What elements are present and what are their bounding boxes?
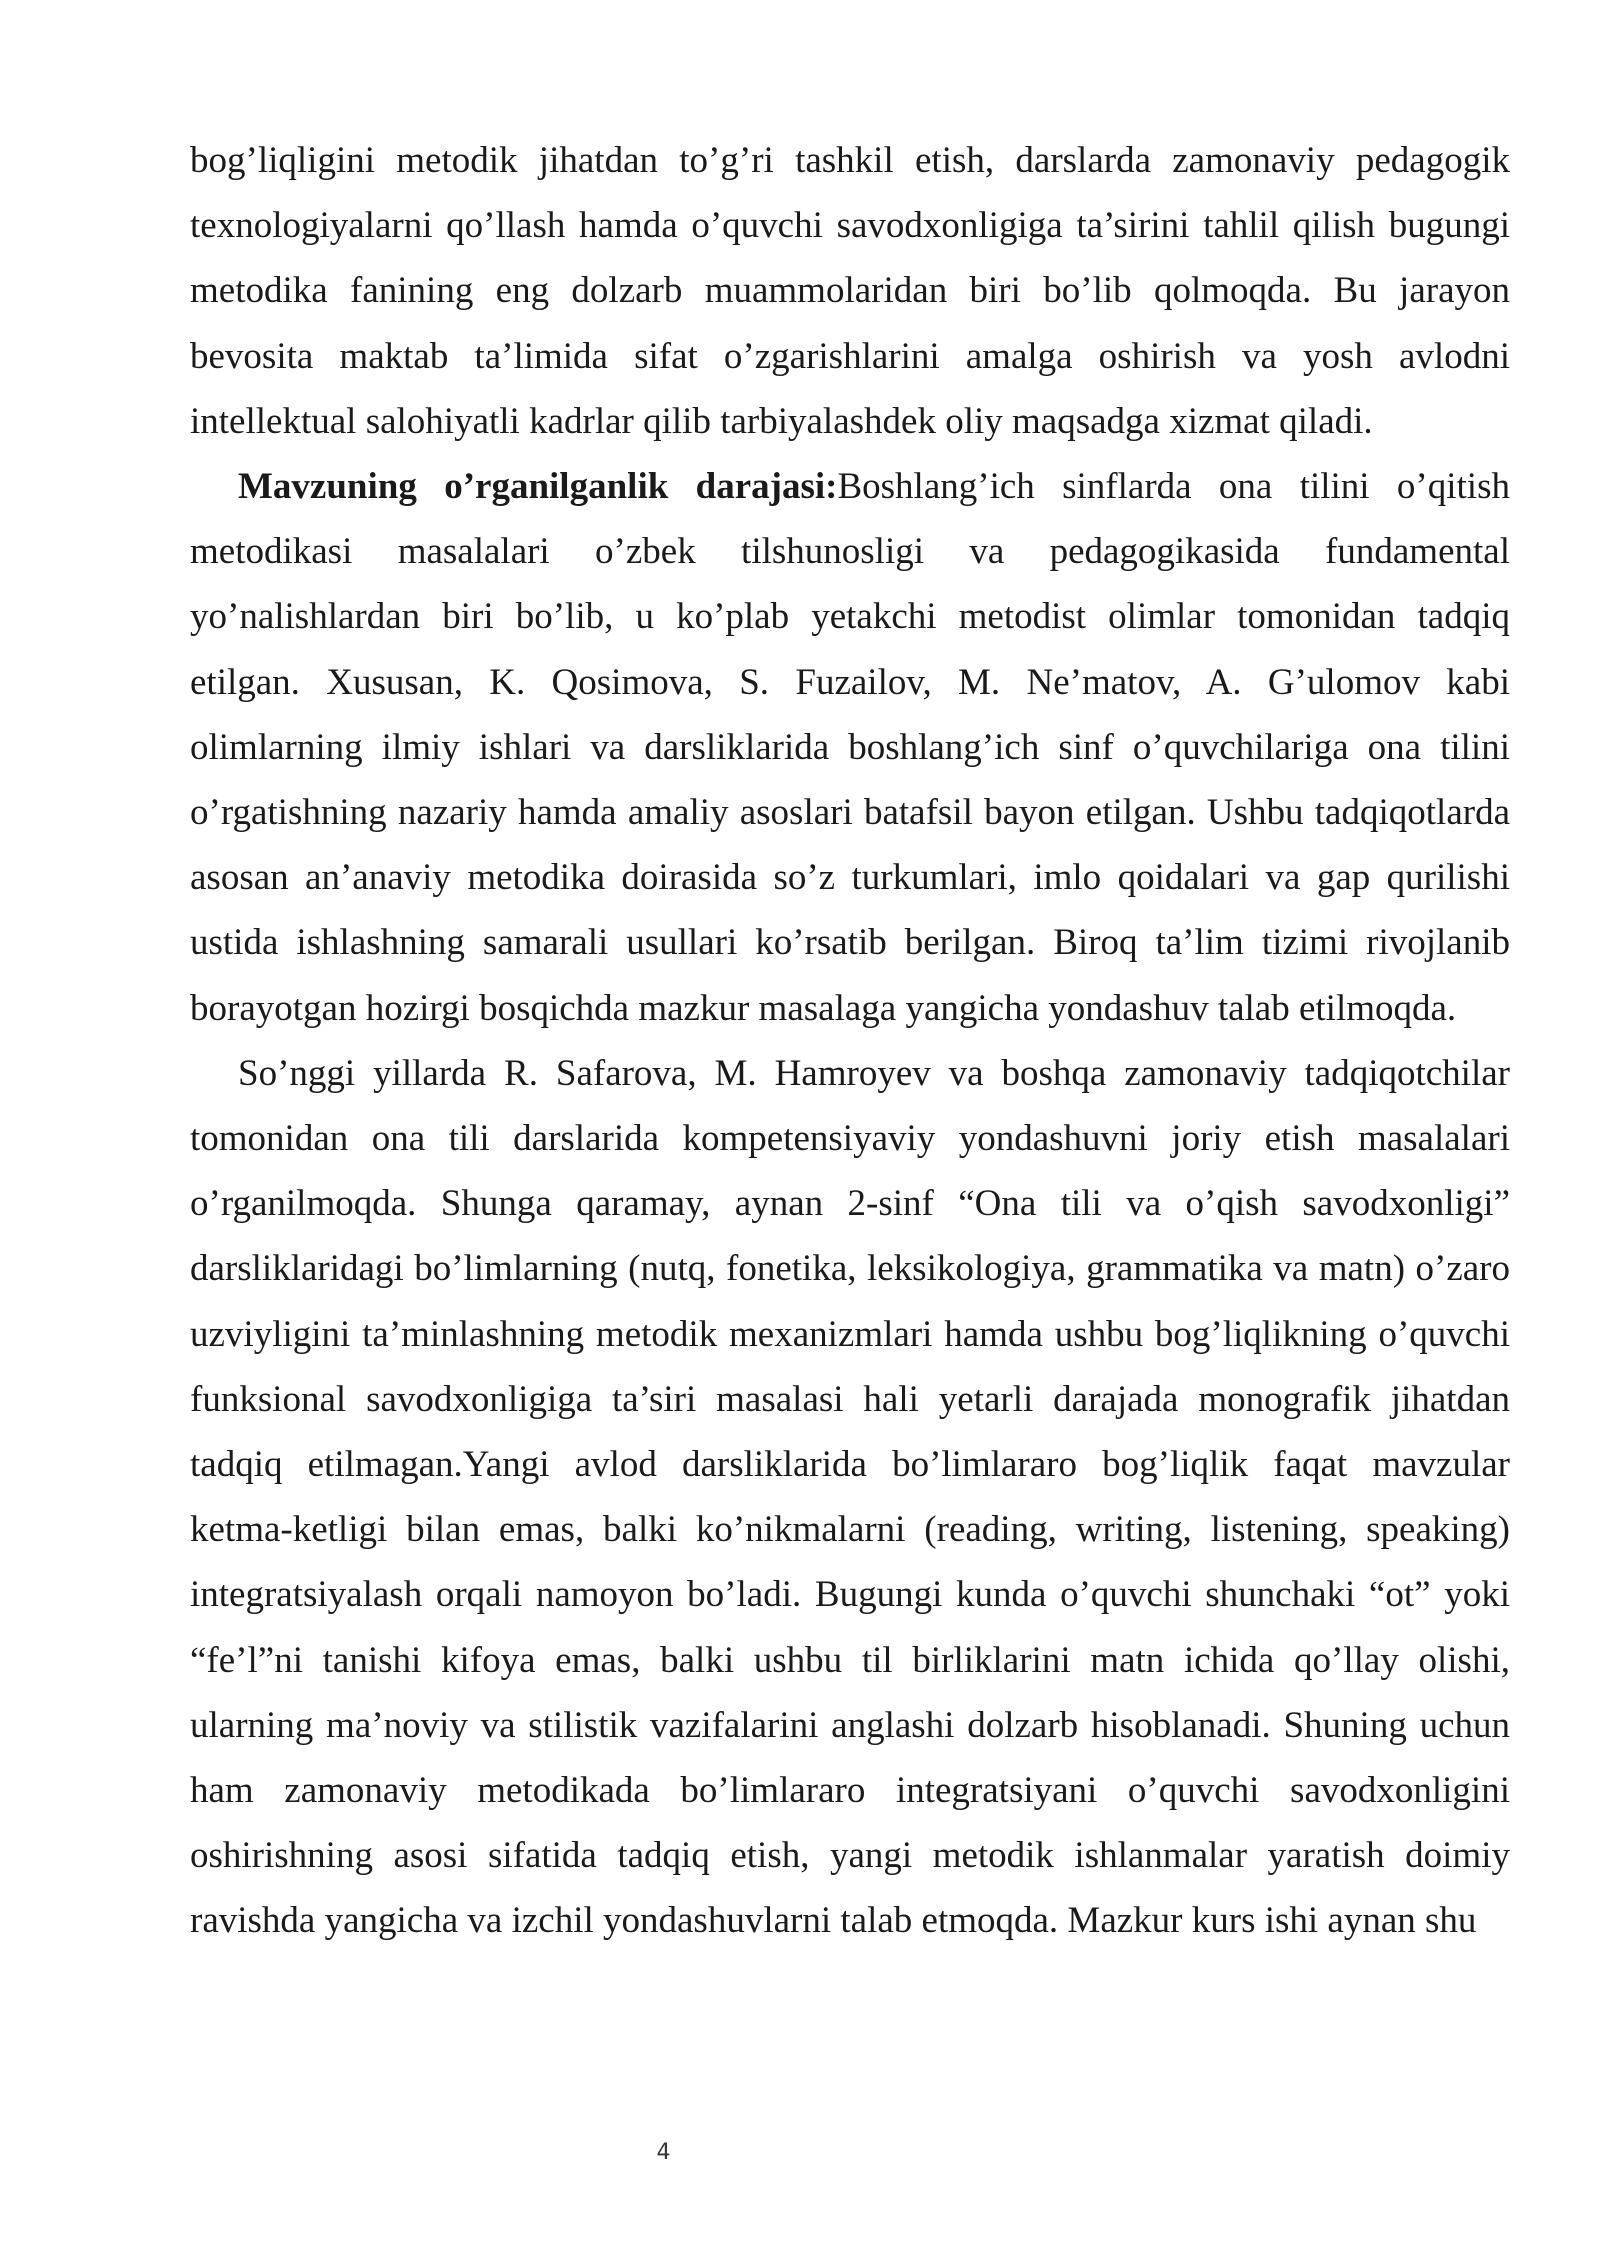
- paragraph-text: bog’liqligini metodik jihatdan to’g’ri tashkil etish, darslarda zamonaviy pedagogik texnologiyalarni qo’llash hamda o’quvchi savodxonligiga ta’sirini tahlil qilish bugungi metodika fanining eng dolzarb muammolaridan biri bo’lib qolmoqda. Bu jarayon bevosita maktab ta’limida sifat o’zgarishlarini amalga oshirish va yosh avlodni intellektual salohiyatli kadrlar qilib tarbiyalashdek oliy maqsadga xizmat qiladi.: [190, 140, 1510, 442]
- paragraph-text: Boshlang’ich sinflarda ona tilini o’qitish metodikasi masalalari o’zbek tilshunosligi va pedagogikasida fundamental yo’nalishlardan biri bo’lib, u ko’plab yetakchi metodist olimlar tomonidan tadqiq etilgan. Xususan, K. Qosimova, S. Fuzailov, M. Ne’matov, A. G’ulomov kabi olimlarning ilmiy ishlari va darsliklarida boshlang’ich sinf o’quvchilariga ona tilini o’rgatishning nazariy hamda amaliy asoslari batafsil bayon etilgan. Ushbu tadqiqotlarda asosan an’anaviy metodika doirasida so’z turkumlari, imlo qoidalari va gap qurilishi ustida ishlashning samarali usullari ko’rsatib berilgan. Biroq ta’lim tizimi rivojlanib borayotgan hozirgi bosqichda mazkur masalaga yangicha yondashuv talab etilmoqda.: [190, 466, 1510, 1029]
- paragraph-lead-heading: Mavzuning o’rganilganlik darajasi:: [238, 466, 838, 508]
- paragraph-recent-research: [190, 1041, 1510, 1954]
- page-number: 4: [656, 2140, 671, 2165]
- paragraph-study-level: [190, 454, 1510, 1041]
- paragraph-text: So’nggi yillarda R. Safarova, M. Hamroyev va boshqa zamonaviy tadqiqotchilar tomonidan ona tili darslarida kompetensiyaviy yondashuvni joriy etish masalalari o’rganilmoqda. Shunga qaramay, aynan 2-sinf “Ona tili va o’qish savodxonligi” darsliklaridagi bo’limlarning (nutq, fonetika, leksikologiya, grammatika va matn) o’zaro uzviyligini ta’minlashning metodik mexanizmlari hamda ushbu bog’liqlikning o’quvchi funksional savodxonligiga ta’siri masalasi hali yetarli darajada monografik jihatdan tadqiq etilmagan.Yangi avlod darsliklarida bo’limlararo bog’liqlik faqat mavzular ketma-ketligi bilan emas, balki ko’nikmalarni (reading, writing, listening, speaking) integratsiyalash orqali namoyon bo’ladi. Bugungi kunda o’quvchi shunchaki “ot” yoki “fe’l”ni tanishi kifoya emas, balki ushbu til birliklarini matn ichida qo’llay olishi, ularning ma’noviy va stilistik vazifalarini anglashi dolzarb hisoblanadi. Shuning uchun ham zamonaviy metodikada bo’limlararo integratsiyani o’quvchi savodxonligini oshirishning asosi sifatida tadqiq etish, yangi metodik ishlanmalar yaratish doimiy ravishda yangicha va izchil yondashuvlarni talab etmoqda. Mazkur kurs ishi aynan shu: [190, 1052, 1510, 1942]
- document-page: [190, 128, 1510, 1954]
- paragraph-continuation: [190, 128, 1510, 454]
